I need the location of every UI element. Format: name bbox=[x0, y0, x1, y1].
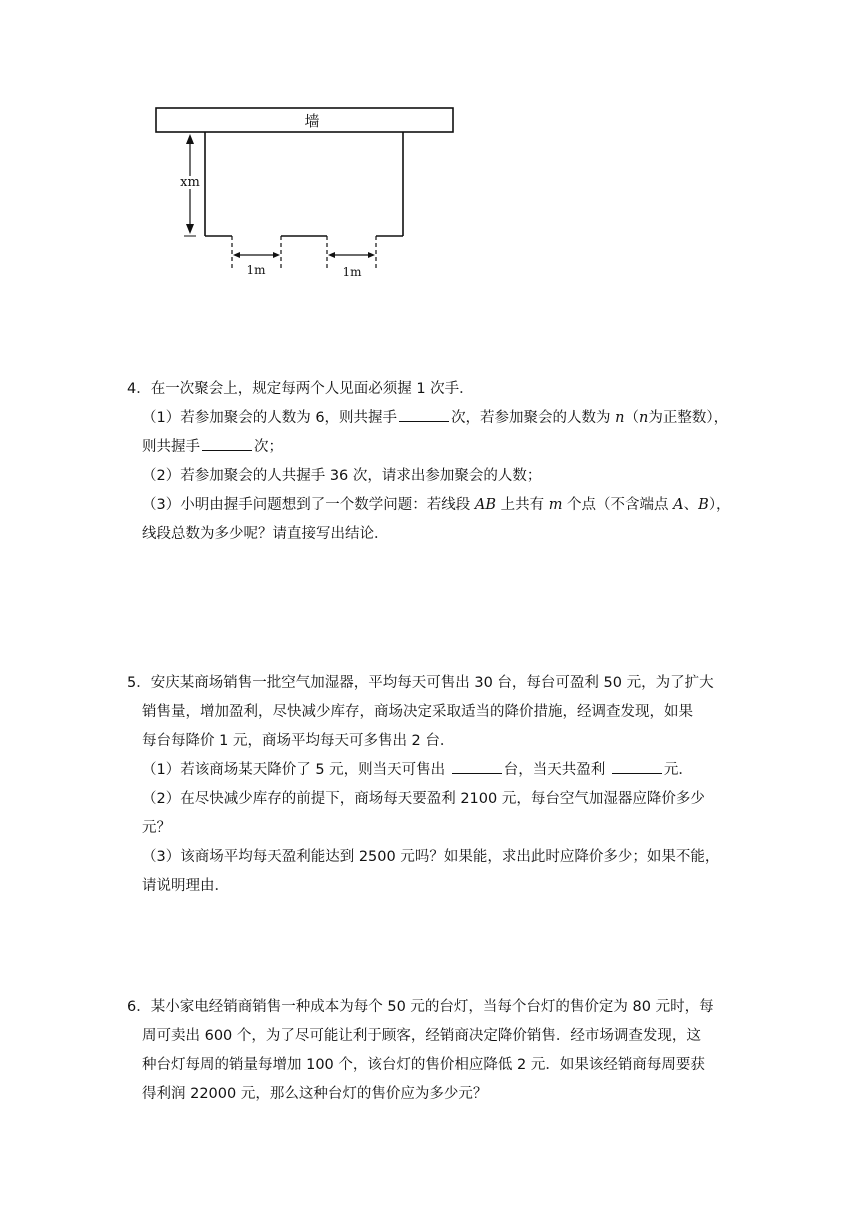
problem-6-line-4: 得利润 22000 元，那么这种台灯的售价应为多少元？ bbox=[142, 1086, 488, 1102]
answer-blank bbox=[202, 436, 252, 451]
q-text: 台，当天共盈利 bbox=[503, 762, 610, 778]
problem-4 bbox=[127, 375, 737, 549]
problem-5-q3: （3）该商场平均每天盈利能达到 2500 元吗？如果能，求出此时应降价多少；如果不能， bbox=[142, 849, 720, 865]
problem-5-stem-2: 销售量，增加盈利，尽快减少库存，商场决定采取适当的降价措施，经调查发现，如果 bbox=[142, 704, 693, 720]
q-text: （3）小明由握手问题想到了一个数学问题：若线段 bbox=[142, 497, 475, 513]
problem-4-q3-cont: 线段总数为多少呢？请直接写出结论． bbox=[142, 526, 389, 542]
math-var: B bbox=[698, 497, 709, 513]
arrow-head bbox=[186, 224, 194, 234]
arrow-head bbox=[186, 134, 194, 144]
problem-5 bbox=[127, 669, 737, 901]
arrow-head bbox=[368, 252, 375, 258]
q-text: 个点（不含端点 bbox=[562, 497, 674, 513]
problem-5-stem-1 bbox=[127, 669, 737, 698]
problem-5-q1 bbox=[127, 756, 737, 785]
fence-diagram bbox=[150, 100, 460, 285]
problem-4-q3 bbox=[127, 491, 737, 520]
fence-diagram-svg bbox=[150, 100, 460, 285]
math-var: n bbox=[639, 410, 649, 426]
answer-blank bbox=[399, 407, 449, 422]
gap-label-right: 1m bbox=[342, 265, 362, 279]
problem-number: 5． bbox=[127, 675, 151, 691]
gap-label-left: 1m bbox=[246, 263, 266, 277]
arrow-head bbox=[273, 252, 280, 258]
wall-label: 墙 bbox=[304, 112, 320, 130]
q-text: （1）若参加聚会的人数为 6，则共握手 bbox=[142, 410, 398, 426]
problem-6-line-2: 周可卖出 600 个，为了尽可能让利于顾客，经销商决定降价销售．经市场调查发现，这 bbox=[142, 1028, 701, 1044]
q-text: （ bbox=[624, 410, 640, 426]
q-text: 为正整数）， bbox=[648, 410, 729, 426]
problem-number: 6． bbox=[127, 999, 151, 1015]
problem-5-stem-3: 每台每降价 1 元，商场平均每天可多售出 2 台． bbox=[142, 733, 455, 749]
problem-6-line-3: 种台灯每周的销量每增加 100 个，该台灯的售价相应降低 2 元．如果该经销商每周要获 bbox=[142, 1057, 705, 1073]
problem-5-q3-cont: 请说明理由． bbox=[142, 878, 229, 894]
q-text: 次，若参加聚会的人数为 bbox=[451, 410, 616, 426]
answer-blank bbox=[612, 759, 662, 774]
problem-5-q2: （2）在尽快减少库存的前提下，商场每天要盈利 2100 元，每台空气加湿器应降价多少 bbox=[142, 791, 705, 807]
problem-6-line-1 bbox=[127, 993, 737, 1022]
arrow-head bbox=[328, 252, 335, 258]
math-var: A bbox=[673, 497, 684, 513]
height-label: xm bbox=[180, 175, 200, 190]
problem-text: 安庆某商场销售一批空气加湿器，平均每天可售出 30 台，每台可盈利 50 元，为了扩大 bbox=[150, 675, 714, 691]
q-text: 上共有 bbox=[495, 497, 549, 513]
math-var: AB bbox=[474, 497, 496, 513]
answer-blank bbox=[452, 759, 502, 774]
q-text: 元． bbox=[663, 762, 693, 778]
problem-text: 某小家电经销商销售一种成本为每个 50 元的台灯，当每个台灯的售价定为 80 元时，每 bbox=[150, 999, 714, 1015]
problem-4-q1-cont bbox=[127, 433, 737, 462]
problem-text: 在一次聚会上，规定每两个人见面必须握 1 次手． bbox=[150, 381, 474, 397]
q-text: 、 bbox=[683, 497, 699, 513]
problem-4-stem bbox=[127, 375, 737, 404]
math-var: m bbox=[548, 497, 563, 513]
math-var: n bbox=[615, 410, 625, 426]
q-text: 次； bbox=[254, 439, 283, 455]
problem-4-q1 bbox=[127, 404, 737, 433]
arrow-head bbox=[233, 252, 240, 258]
q-text: （1）若该商场某天降价了 5 元，则当天可售出 bbox=[142, 762, 450, 778]
q-text: ）， bbox=[708, 497, 731, 513]
problem-4-q2: （2）若参加聚会的人共握手 36 次，请求出参加聚会的人数； bbox=[142, 468, 542, 484]
problem-number: 4． bbox=[127, 381, 151, 397]
problem-5-q2-cont: 元？ bbox=[142, 820, 171, 836]
q-text: 则共握手 bbox=[142, 439, 200, 455]
problem-6 bbox=[127, 993, 737, 1109]
